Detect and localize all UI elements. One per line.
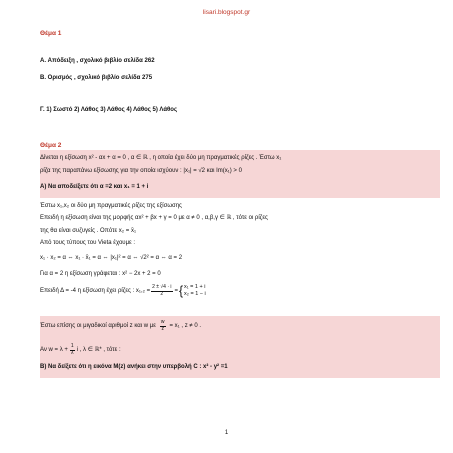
root-1: x₁ = 1 + i xyxy=(184,284,206,290)
part-b-line2-prefix: Αν w = λ + xyxy=(40,347,68,353)
site-header[interactable]: lisari.blogspot.gr xyxy=(202,9,251,16)
solution-line3: της θα είναι συζυγείς . Οπότε x₂ = x̄₁ xyxy=(40,228,136,234)
roots-fraction xyxy=(151,285,172,297)
solution-line2: Επειδή η εξίσωση είναι της μορφής αx² + βx + γ = 0 με α ≠ 0 , α,β,γ ∈ ℝ , τότε οι ρίζες xyxy=(40,215,268,221)
one-over-lambda-numerator: 1 xyxy=(70,343,74,349)
part-b-line1 xyxy=(40,320,201,332)
theme1-answer-a: A. Απόδειξη , σχολικό βιβλίο σελίδα 262 xyxy=(40,58,155,64)
root-2: x₂ = 1 − i xyxy=(184,291,206,297)
theme1-answer-b: B. Ορισμός , σχολικό βιβλίο σελίδα 275 xyxy=(40,75,153,81)
roots-brace: { x₁ = 1 + i x₂ = 1 − i xyxy=(179,283,206,299)
part-b-line1-suffix: = x₁ , z ≠ 0 . xyxy=(169,323,201,329)
solution-line1: Έστω x₁,x₂ οι δύο μη πραγματικές ρίζες της εξίσωσης xyxy=(40,203,182,209)
one-over-lambda-denominator: λ xyxy=(71,349,74,356)
solution-vieta-chain: x₁ · x₂ = α ⇔ x₁ · x̄₁ = α ⇔ |x₁|² = α ⇔ √2² = α ⇔ α = 2 xyxy=(40,255,183,261)
theme1-title: Θέμα 1 xyxy=(40,30,62,37)
theme2-intro-line1: Δίνεται η εξίσωση x² - αx + α = 0 , α ∈ ℝ , η οποία έχει δύο μη πραγματικές ρίζες . Έστω x₁ xyxy=(40,155,282,161)
page-number: 1 xyxy=(224,430,229,436)
theme2-intro-line2: ρίζα της παραπάνω εξίσωσης για την οποία ισχύουν : |x₁| = √2 και Im(x₁) > 0 xyxy=(40,168,242,174)
roots-prefix: Επειδή Δ = -4 η εξίσωση έχει ρίζες : x₁,₂ = xyxy=(40,288,151,294)
part-b-line1-prefix: Έστω επίσης οι μιγαδικοί αριθμοί z και w με xyxy=(40,323,156,329)
solution-equation: Για α = 2 η εξίσωση γράφεται : x² − 2x + 2 = 0 xyxy=(40,271,161,277)
roots-fraction-numerator: 2 ± √4 · i xyxy=(152,284,172,290)
w-over-z-fraction xyxy=(160,320,166,332)
roots-fraction-denominator: 2 xyxy=(160,290,164,297)
w-over-z-numerator: w xyxy=(160,319,165,325)
w-over-z-denominator: z xyxy=(161,325,164,332)
solution-roots-line: Επειδή Δ = -4 η εξίσωση έχει ρίζες : x₁,₂ = $\frac{2 \pm √4 \cdot i}{2}$ = { x₁ = 1 + i x₂ = 1 − i xyxy=(40,283,206,299)
theme2-part-b: B) Να δείξετε ότι η εικόνα M(z) ανήκει στην υπερβολή C : x² - y² =1 xyxy=(40,364,228,370)
one-over-lambda-fraction xyxy=(70,344,75,356)
theme1-answer-c: Γ. 1) Σωστό 2) Λάθος 3) Λάθος 4) Λάθος 5) Λάθος xyxy=(40,107,178,113)
solution-line4: Από τους τύπους του Vieta έχουμε : xyxy=(40,240,136,246)
theme2-part-a: A) Να αποδείξετε ότι α =2 και x₁ = 1 + i xyxy=(40,184,149,190)
part-b-line2 xyxy=(40,344,121,356)
theme2-title: Θέμα 2 xyxy=(40,142,62,149)
part-b-line2-suffix: i , λ ∈ ℝ* , τότε : xyxy=(76,347,121,353)
